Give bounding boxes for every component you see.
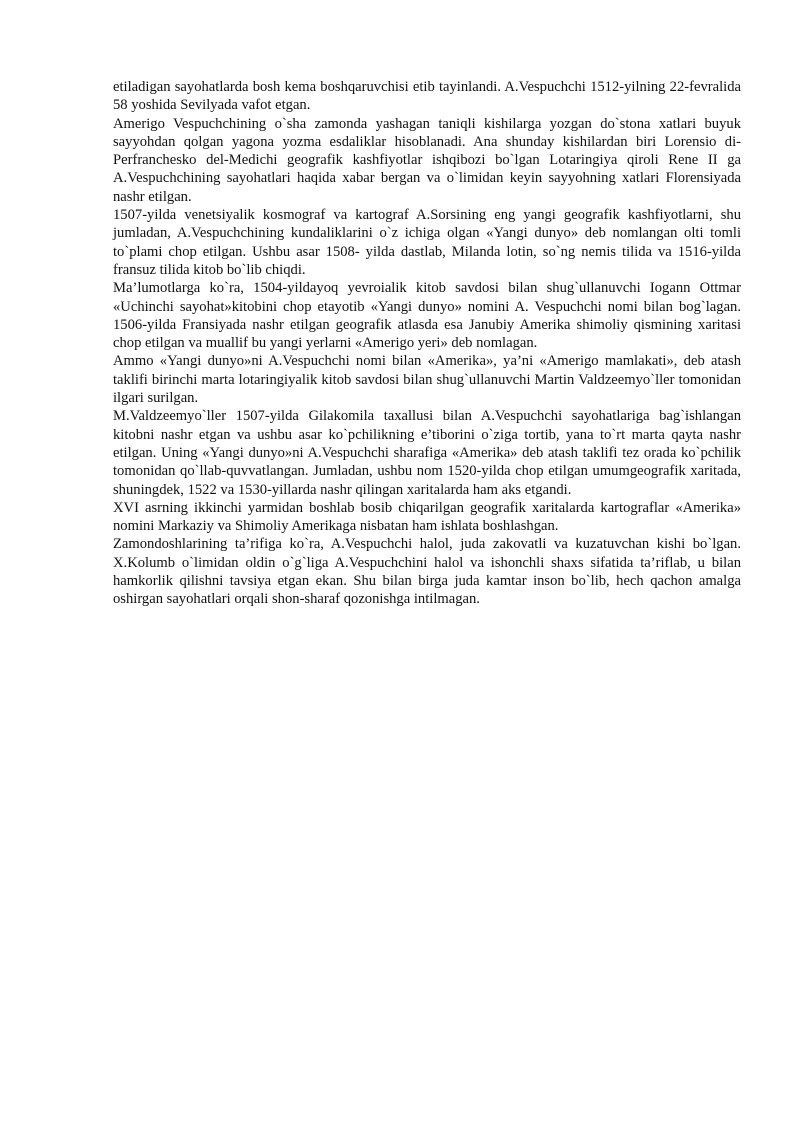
paragraph: 1507-yilda venetsiyalik kosmograf va kartograf A.Sorsining eng yangi geografik kashfiyotlarni, shu jumladan, A.Vespuchchining kundaliklarini o`z ichiga olgan «Yangi dunyo» deb nomlangan olti tomli to`plami chop etilgan. Ushbu asar 1508- yilda dastlab, Milanda lotin, so`ng nemis tilida va 1516-yilda fransuz tilida kitob bo`lib chiqdi. (113, 207, 741, 278)
paragraph: XVI asrning ikkinchi yarmidan boshlab bosib chiqarilgan geografik xaritalarda kartograflar «Amerika» nomini Markaziy va Shimoliy Amerikaga nisbatan ham ishlata boshlashgan. (113, 499, 741, 535)
document-page (113, 78, 741, 609)
paragraph: Ammo «Yangi dunyo»ni A.Vespuchchi nomi bilan «Amerika», ya’ni «Amerigo mamlakati», deb atash taklifi birinchi marta lotaringiyalik kitob savdosi bilan shug`ullanuvchi Martin Valdzeemyo`ller tomonidan ilgari surilgan. (113, 353, 741, 407)
paragraph: etiladigan sayohatlarda bosh kema boshqaruvchisi etib tayinlandi. A.Vespuchchi 1512-yilning 22-fevralida 58 yoshida Sevilyada vafot etgan. (113, 79, 741, 114)
paragraph: Amerigo Vespuchchining o`sha zamonda yashagan taniqli kishilarga yozgan do`stona xatlari buyuk sayyohdan qolgan yagona yozma esdaliklar hisoblanadi. Ana shunday kishilardan biri Lorensio di-Perfranchesko del-Medichi geografik kashfiyotlar ishqibozi bo`lgan Lotaringiya qiroli Rene II ga A.Vespuchchining sayohatlari haqida xabar bergan va o`limidan keyin sayyohning xatlari Florensiyada nashr etilgan. (113, 115, 741, 205)
paragraph: Zamondoshlarining ta’rifiga ko`ra, A.Vespuchchi halol, juda zakovatli va kuzatuvchan kishi bo`lgan. X.Kolumb o`limidan oldin o`g`liga A.Vespuchchini halol va ishonchli shaxs sifatida ta’riflab, u bilan hamkorlik qilishni tavsiya etgan ekan. Shu bilan birga juda kamtar inson bo`lib, hech qachon amalga oshirgan sayohatlari orqali shon-sharaf qozonishga intilmagan. (113, 536, 741, 608)
paragraph: Ma’lumotlarga ko`ra, 1504-yildayoq yevroialik kitob savdosi bilan shug`ullanuvchi Iogann Ottmar «Uchinchi sayohat»kitobini chop etayotib «Yangi dunyo» nomini A. Vespuchchi nomi bilan bog`lagan. 1506-yilda Fransiyada nashr etilgan geografik atlasda esa Janubiy Amerika shimoliy qismining xaritasi chop etilgan va muallif bu yangi yerlarni «Amerigo yeri» deb nomlagan. (113, 280, 741, 352)
paragraph: M.Valdzeemyo`ller 1507-yilda Gilakomila taxallusi bilan A.Vespuchchi sayohatlariga bag`ishlangan kitobni nashr etgan va ushbu asar ko`pchilikning e’tiborini o`ziga tortib, yana to`rt marta qayta nashr etilgan. Uning «Yangi dunyo»ni A.Vespuchchi sharafiga «Amerika» deb atash taklifi tez orada ko`pchilik tomonidan qo`llab-quvvatlangan. Jumladan, ushbu nom 1520-yilda chop etilgan umumgeografik xaritada, shuningdek, 1522 va 1530-yillarda nashr qilingan xaritalarda ham aks etgandi. (113, 408, 741, 498)
